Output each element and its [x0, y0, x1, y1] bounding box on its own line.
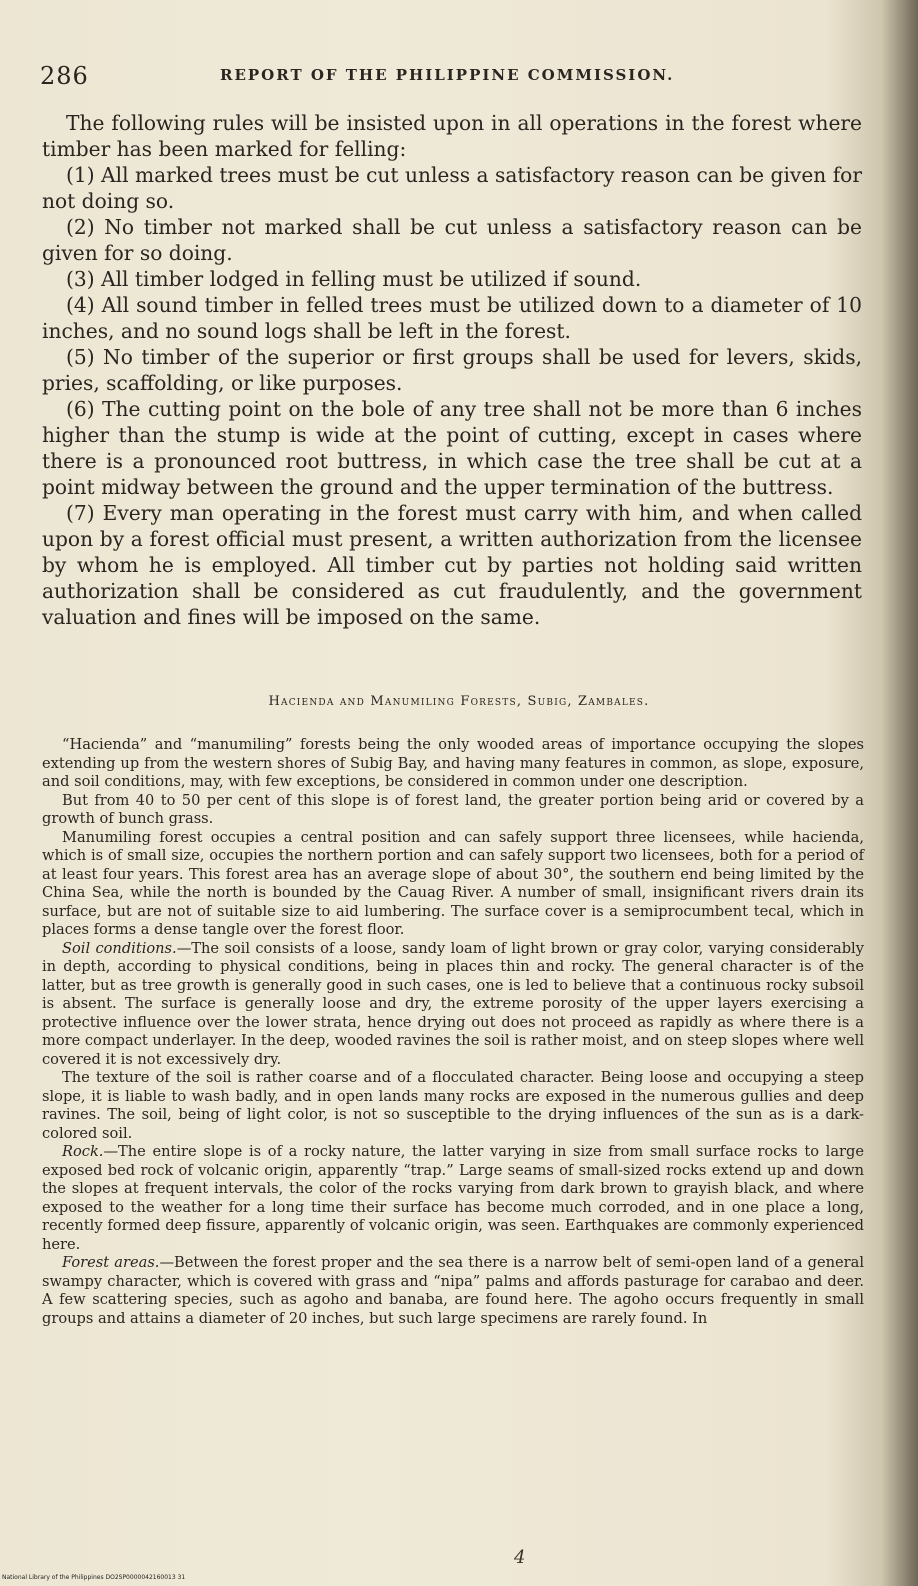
rule-2: (2) No timber not marked shall be cut unless a satisfactory reason can be given for so doing.	[42, 215, 862, 265]
rule-4: (4) All sound timber in felled trees must be utilized down to a diameter of 10 inches, and no sound logs shall be left in the forest.	[42, 293, 862, 343]
scan-footer: National Library of the Philippines DO2SP0000042160013 31	[2, 1574, 186, 1581]
rules-section	[42, 110, 862, 630]
rule-7: (7) Every man operating in the forest must carry with him, and when called upon by a forest official must present, a written authorization from the licensee by whom he is employed. All timber cut by parties not holding said written authorization shall be considered as cut fraudulently, and the government valuation and fines will be imposed on the same.	[42, 501, 862, 629]
page-number: 286	[40, 62, 89, 90]
paragraph	[42, 1254, 864, 1328]
paragraph	[42, 792, 864, 829]
paragraph-text: —Between the forest proper and the sea there is a narrow belt of semi-open land of a general swampy character, which is covered with grass and “nipa” palms and affords pasturage for carabao and deer. A few scattering species, such as agoho and banaba, are found here. The agoho occurs frequently in small groups and attains a diameter of 20 inches, but such large specimens are rarely found. In	[42, 1254, 864, 1327]
paragraph: The following rules will be insisted upon in all operations in the forest where timber has been marked for felling:	[42, 111, 862, 161]
forest-description	[42, 736, 864, 1328]
paragraph-text: Manumiling forest occupies a central position and can safely support three licensees, while hacienda, which is of small size, occupies the northern portion and can safely support two licensees, both for a period of at least four years. This forest area has an average slope of about 30°, the southern end being limited by the China Sea, while the north is bounded by the Cauag River. A number of small, insignificant rivers drain its surface, but are not of suitable size to aid lumbering. The surface cover is a semiprocumbent tecal, which in places forms a dense tangle over the forest floor.	[42, 828, 864, 938]
rule-3: (3) All timber lodged in felling must be utilized if sound.	[66, 267, 642, 291]
paragraph-text: —The soil consists of a loose, sandy loam of light brown or gray color, varying considerably in depth, according to physical conditions, being in places thin and rocky. The general character is of the latter, but as tree growth is generally good in such cases, one is led to believe that a continuous rocky subsoil is absent. The surface is generally loose and dry, the extreme porosity of the upper layers exercising a protective influence over the lower strata, hence drying out does not proceed as rapidly as where there is a more compact underlayer. In the deep, wooded ravines the soil is rather moist, and on steep slopes where well covered it is not excessively dry.	[42, 939, 864, 1068]
section-heading: Hacienda and Manumiling Forests, Subig, Zambales.	[268, 694, 650, 709]
paragraph	[42, 736, 864, 792]
paragraph-text: The texture of the soil is rather coarse and of a flocculated character. Being loose and occupying a steep slope, it is liable to wash badly, and in open lands many rocks are exposed in the numerous gullies and deep ravines. The soil, being of light color, is not so susceptible to the drying influences of the sun as is a dark-colored soil.	[42, 1069, 864, 1142]
paragraph-lead: Soil conditions.	[62, 939, 177, 957]
paragraph	[42, 829, 864, 940]
rule-1: (1) All marked trees must be cut unless a satisfactory reason can be given for not doing so.	[42, 163, 862, 213]
paragraph-text: “Hacienda” and “manumiling” forests being the only wooded areas of importance occupying the slopes extending up from the western shores of Subig Bay, and having many features in common, as slope, exposure, and soil conditions, may, with few exceptions, be considered in common under one description.	[42, 736, 864, 790]
rule-6: (6) The cutting point on the bole of any tree shall not be more than 6 inches higher than the stump is wide at the point of cutting, except in cases where there is a pronounced root buttress, in which case the tree shall be cut at a point midway between the ground and the upper termination of the buttress.	[42, 397, 862, 499]
paragraph	[42, 1069, 864, 1143]
paragraph-text: But from 40 to 50 per cent of this slope is of forest land, the greater portion being arid or covered by a growth of bunch grass.	[42, 791, 864, 827]
page-header	[40, 62, 870, 92]
paragraph-text: —The entire slope is of a rocky nature, the latter varying in size from small surface rocks to large exposed bed rock of volcanic origin, apparently “trap.” Large seams of small-sized rocks extend up and down the slopes at frequent intervals, the color of the rocks varying from dark brown to grayish black, and where exposed to the weather for a long time their surface has become much corroded, and in one place a long, recently formed deep fissure, apparently of volcanic origin, was seen. Earthquakes are commonly experienced here.	[42, 1143, 864, 1253]
paragraph-lead: Rock.	[62, 1143, 104, 1160]
paragraph	[42, 940, 864, 1070]
handwritten-mark: 4	[514, 1547, 526, 1568]
rule-5: (5) No timber of the superior or first groups shall be used for levers, skids, pries, scaffolding, or like purposes.	[42, 345, 862, 395]
paragraph-lead: Forest areas.	[62, 1254, 160, 1271]
running-title: REPORT OF THE PHILIPPINE COMMISSION.	[220, 66, 675, 84]
paragraph	[42, 1143, 864, 1254]
